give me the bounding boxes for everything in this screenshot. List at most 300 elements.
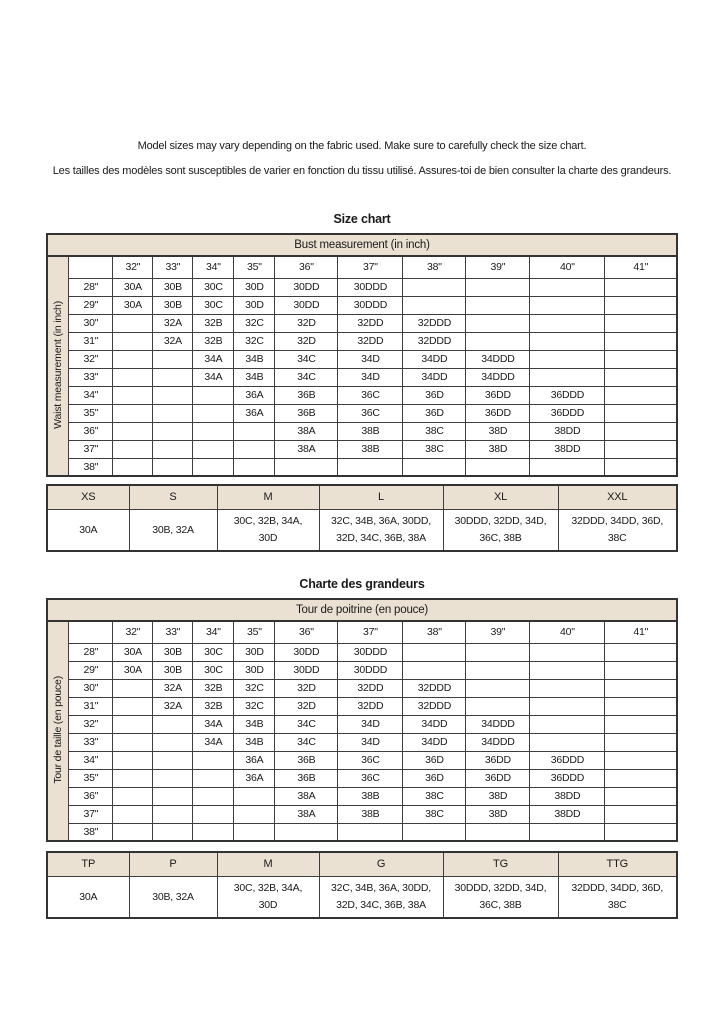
size-cell (605, 404, 677, 422)
size-cell: 30DDD (338, 296, 403, 314)
col-header: 39" (466, 256, 530, 278)
size-cell: 38D (466, 440, 530, 458)
size-cell (113, 350, 153, 368)
table-row (47, 350, 677, 368)
row-header: 38" (69, 458, 113, 476)
size-cell: 30DDD (338, 278, 403, 296)
size-cell: 32DD (338, 314, 403, 332)
size-cell (530, 296, 605, 314)
size-cell (605, 679, 677, 697)
summary-header: M (217, 852, 319, 876)
summary-values: 30A (47, 876, 129, 918)
size-cell (113, 386, 153, 404)
size-cell (605, 823, 677, 841)
row-header: 28" (69, 278, 113, 296)
col-header: 36" (275, 621, 338, 643)
size-chart-title-fr: Charte des grandeurs (299, 577, 425, 591)
size-cell: 30DD (275, 643, 338, 661)
size-cell: 30C (193, 643, 234, 661)
vertical-axis-label: Tour de taille (en pouce) (51, 675, 64, 784)
size-cell (193, 440, 234, 458)
table-row (47, 697, 677, 715)
summary-header: TTG (558, 852, 677, 876)
row-header: 36" (69, 422, 113, 440)
size-cell (530, 332, 605, 350)
size-cell (605, 422, 677, 440)
size-cell (403, 823, 466, 841)
col-header: 34" (193, 256, 234, 278)
size-chart-table-en (46, 233, 678, 477)
row-header: 32" (69, 715, 113, 733)
table-row (47, 787, 677, 805)
size-cell (113, 679, 153, 697)
size-cell (113, 422, 153, 440)
col-header: 32" (113, 256, 153, 278)
size-cell: 34C (275, 368, 338, 386)
size-cell: 32DDD (403, 679, 466, 697)
size-cell: 30D (234, 296, 275, 314)
table-row (47, 278, 677, 296)
summary-values-row (47, 509, 677, 551)
size-cell (605, 733, 677, 751)
size-cell: 38A (275, 422, 338, 440)
col-header: 34" (193, 621, 234, 643)
size-cell (466, 296, 530, 314)
summary-values: 30C, 32B, 34A, 30D (217, 876, 319, 918)
col-header: 40" (530, 621, 605, 643)
size-cell: 36C (338, 769, 403, 787)
size-cell: 36A (234, 751, 275, 769)
size-cell: 38D (466, 787, 530, 805)
size-cell: 32B (193, 314, 234, 332)
size-cell (193, 805, 234, 823)
vertical-axis-cell (47, 621, 69, 841)
size-cell (153, 368, 193, 386)
size-cell: 30DD (275, 278, 338, 296)
size-summary-table-en (46, 484, 678, 552)
size-cell (403, 643, 466, 661)
row-header: 33" (69, 733, 113, 751)
size-cell: 36D (403, 769, 466, 787)
size-cell (193, 422, 234, 440)
size-cell: 32DD (338, 332, 403, 350)
size-cell (153, 751, 193, 769)
size-cell: 36C (338, 386, 403, 404)
row-header: 37" (69, 440, 113, 458)
size-cell (403, 296, 466, 314)
size-cell: 36DD (466, 769, 530, 787)
size-cell: 32DDD (403, 697, 466, 715)
table-row (47, 751, 677, 769)
size-cell: 30D (234, 661, 275, 679)
size-cell (113, 823, 153, 841)
size-cell: 36B (275, 386, 338, 404)
size-cell: 36D (403, 404, 466, 422)
summary-values: 32DDD, 34DD, 36D, 38C (558, 509, 677, 551)
table-row (47, 440, 677, 458)
size-cell: 34DDD (466, 350, 530, 368)
size-cell (403, 661, 466, 679)
size-cell: 38C (403, 787, 466, 805)
intro-text-fr: Les tailles des modèles sont susceptibles de varier en fonction du tissu utilisé. Assures-toi de bien consulter la charte des grandeurs. (52, 165, 672, 177)
size-cell: 34D (338, 715, 403, 733)
size-cell (153, 440, 193, 458)
size-cell: 34A (193, 715, 234, 733)
size-cell: 36DD (466, 751, 530, 769)
table-row (47, 296, 677, 314)
table-row (47, 314, 677, 332)
size-cell: 36A (234, 404, 275, 422)
size-cell: 36DDD (530, 386, 605, 404)
size-cell (113, 769, 153, 787)
size-cell: 30B (153, 643, 193, 661)
size-cell: 32C (234, 697, 275, 715)
size-cell: 38B (338, 805, 403, 823)
size-cell (113, 805, 153, 823)
summary-header: M (217, 485, 319, 509)
table-row (47, 458, 677, 476)
size-cell (113, 458, 153, 476)
size-cell (338, 458, 403, 476)
size-cell (193, 769, 234, 787)
size-cell: 32C (234, 314, 275, 332)
size-cell: 30D (234, 643, 275, 661)
size-cell: 36B (275, 751, 338, 769)
size-cell (530, 697, 605, 715)
size-cell: 34DDD (466, 715, 530, 733)
size-cell: 30A (113, 278, 153, 296)
size-cell: 32DDD (403, 332, 466, 350)
size-cell: 32A (153, 679, 193, 697)
size-cell (113, 751, 153, 769)
table-row (47, 332, 677, 350)
table-row (47, 679, 677, 697)
size-cell (113, 715, 153, 733)
size-cell (153, 386, 193, 404)
size-cell: 38DD (530, 787, 605, 805)
size-cell (605, 440, 677, 458)
summary-values: 30B, 32A (129, 509, 217, 551)
size-cell (605, 386, 677, 404)
row-header: 34" (69, 386, 113, 404)
size-cell (234, 440, 275, 458)
summary-header-row (47, 852, 677, 876)
row-header: 38" (69, 823, 113, 841)
size-cell (466, 661, 530, 679)
size-cell: 38A (275, 805, 338, 823)
size-cell (403, 278, 466, 296)
size-cell (530, 661, 605, 679)
size-cell: 34C (275, 715, 338, 733)
row-header: 30" (69, 679, 113, 697)
size-cell (605, 751, 677, 769)
size-cell (193, 823, 234, 841)
size-cell: 34D (338, 368, 403, 386)
size-cell (530, 823, 605, 841)
size-cell (466, 679, 530, 697)
col-header: 35" (234, 621, 275, 643)
table-row (47, 368, 677, 386)
size-cell: 34B (234, 368, 275, 386)
size-cell: 30DDD (338, 661, 403, 679)
size-cell: 36D (403, 751, 466, 769)
table-row (47, 733, 677, 751)
size-cell (605, 278, 677, 296)
size-cell: 38B (338, 422, 403, 440)
bust-measurement-band: Tour de poitrine (en pouce) (47, 599, 677, 621)
size-cell (275, 458, 338, 476)
size-cell (193, 458, 234, 476)
size-cell: 30A (113, 643, 153, 661)
size-cell (530, 314, 605, 332)
size-cell (153, 787, 193, 805)
size-cell: 34A (193, 350, 234, 368)
size-cell (113, 332, 153, 350)
row-header: 28" (69, 643, 113, 661)
row-header: 33" (69, 368, 113, 386)
size-cell (466, 314, 530, 332)
size-cell (234, 805, 275, 823)
size-cell: 32DD (338, 679, 403, 697)
size-cell: 30C (193, 661, 234, 679)
size-cell: 36C (338, 404, 403, 422)
size-cell (113, 440, 153, 458)
size-cell (530, 368, 605, 386)
size-cell (605, 805, 677, 823)
size-cell (193, 787, 234, 805)
col-header: 38" (403, 621, 466, 643)
size-cell: 38B (338, 787, 403, 805)
corner-cell (69, 621, 113, 643)
size-cell (530, 715, 605, 733)
size-cell: 32A (153, 697, 193, 715)
size-cell (605, 350, 677, 368)
size-cell: 30B (153, 296, 193, 314)
summary-values: 30A (47, 509, 129, 551)
size-cell (605, 332, 677, 350)
size-cell (234, 823, 275, 841)
size-cell (466, 458, 530, 476)
size-cell (153, 733, 193, 751)
row-header: 32" (69, 350, 113, 368)
row-header: 35" (69, 769, 113, 787)
size-cell: 36C (338, 751, 403, 769)
size-cell: 36B (275, 404, 338, 422)
size-cell (113, 404, 153, 422)
size-cell (153, 404, 193, 422)
size-cell: 32D (275, 697, 338, 715)
table-row (47, 386, 677, 404)
size-cell: 38C (403, 422, 466, 440)
size-cell: 30A (113, 661, 153, 679)
size-cell: 34B (234, 715, 275, 733)
size-cell: 34B (234, 350, 275, 368)
size-cell: 30C (193, 278, 234, 296)
size-cell (530, 733, 605, 751)
col-header: 32" (113, 621, 153, 643)
size-cell (153, 823, 193, 841)
size-cell: 36B (275, 769, 338, 787)
size-cell (153, 422, 193, 440)
summary-header: XL (443, 485, 558, 509)
row-header: 30" (69, 314, 113, 332)
intro-text-en: Model sizes may vary depending on the fabric used. Make sure to carefully check the size chart. (137, 140, 587, 152)
size-cell (113, 697, 153, 715)
size-cell: 30C (193, 296, 234, 314)
col-header: 38" (403, 256, 466, 278)
size-cell (530, 278, 605, 296)
table-row (47, 823, 677, 841)
size-cell: 34A (193, 733, 234, 751)
summary-header: TG (443, 852, 558, 876)
size-cell: 34DD (403, 368, 466, 386)
row-header: 31" (69, 332, 113, 350)
size-cell: 38DD (530, 805, 605, 823)
size-cell: 34C (275, 350, 338, 368)
size-cell: 30A (113, 296, 153, 314)
col-header: 41" (605, 256, 677, 278)
row-header: 35" (69, 404, 113, 422)
size-cell: 38D (466, 422, 530, 440)
size-cell: 30DD (275, 296, 338, 314)
summary-values: 32C, 34B, 36A, 30DD, 32D, 34C, 36B, 38A (319, 876, 443, 918)
size-cell: 30D (234, 278, 275, 296)
col-header: 41" (605, 621, 677, 643)
col-header: 37" (338, 256, 403, 278)
size-cell (605, 458, 677, 476)
row-header: 36" (69, 787, 113, 805)
measurement-band-row (47, 234, 677, 256)
size-cell (193, 751, 234, 769)
size-cell: 36DD (466, 404, 530, 422)
summary-header: TP (47, 852, 129, 876)
size-cell: 30B (153, 278, 193, 296)
row-header: 31" (69, 697, 113, 715)
size-cell: 32D (275, 679, 338, 697)
col-header: 35" (234, 256, 275, 278)
summary-header: XS (47, 485, 129, 509)
size-cell: 34D (338, 350, 403, 368)
size-cell: 32A (153, 332, 193, 350)
size-cell (234, 787, 275, 805)
size-cell: 38DD (530, 422, 605, 440)
summary-header: XXL (558, 485, 677, 509)
size-cell (530, 643, 605, 661)
size-cell: 32B (193, 332, 234, 350)
summary-values-row (47, 876, 677, 918)
column-header-row (47, 256, 677, 278)
size-cell (113, 314, 153, 332)
size-cell (530, 679, 605, 697)
size-cell: 38DD (530, 440, 605, 458)
size-cell: 30DDD (338, 643, 403, 661)
size-cell: 32DDD (403, 314, 466, 332)
table-row (47, 661, 677, 679)
size-cell (605, 715, 677, 733)
size-cell (466, 643, 530, 661)
size-summary-table-fr (46, 851, 678, 919)
size-cell: 34DDD (466, 368, 530, 386)
col-header: 36" (275, 256, 338, 278)
size-cell: 34D (338, 733, 403, 751)
bust-measurement-band: Bust measurement (in inch) (47, 234, 677, 256)
size-cell: 32B (193, 697, 234, 715)
size-cell (466, 823, 530, 841)
size-cell (605, 296, 677, 314)
size-cell: 30DD (275, 661, 338, 679)
size-cell (466, 278, 530, 296)
size-cell (530, 458, 605, 476)
size-cell (275, 823, 338, 841)
size-cell (113, 787, 153, 805)
col-header: 39" (466, 621, 530, 643)
size-cell (605, 368, 677, 386)
size-cell (466, 332, 530, 350)
size-cell (234, 458, 275, 476)
size-cell: 32DD (338, 697, 403, 715)
size-cell (193, 404, 234, 422)
size-cell: 32D (275, 314, 338, 332)
row-header: 29" (69, 296, 113, 314)
summary-header-row (47, 485, 677, 509)
size-cell (338, 823, 403, 841)
size-cell (605, 661, 677, 679)
size-cell (153, 458, 193, 476)
size-cell: 36DDD (530, 404, 605, 422)
summary-header: P (129, 852, 217, 876)
table-row (47, 769, 677, 787)
size-cell: 34A (193, 368, 234, 386)
size-cell (153, 805, 193, 823)
size-cell: 38A (275, 440, 338, 458)
size-cell (605, 769, 677, 787)
size-cell: 30B (153, 661, 193, 679)
size-cell (193, 386, 234, 404)
size-cell: 38A (275, 787, 338, 805)
col-header: 33" (153, 621, 193, 643)
summary-values: 32DDD, 34DD, 36D, 38C (558, 876, 677, 918)
size-cell (605, 643, 677, 661)
size-cell: 34DDD (466, 733, 530, 751)
summary-header: L (319, 485, 443, 509)
size-cell: 34DD (403, 715, 466, 733)
summary-header: S (129, 485, 217, 509)
table-row (47, 805, 677, 823)
summary-values: 30C, 32B, 34A, 30D (217, 509, 319, 551)
size-cell: 36DDD (530, 751, 605, 769)
summary-values: 30B, 32A (129, 876, 217, 918)
size-cell: 38C (403, 805, 466, 823)
col-header: 40" (530, 256, 605, 278)
table-row (47, 422, 677, 440)
size-cell (605, 697, 677, 715)
col-header: 37" (338, 621, 403, 643)
size-cell: 36A (234, 769, 275, 787)
size-cell (466, 697, 530, 715)
table-row (47, 643, 677, 661)
size-cell (403, 458, 466, 476)
size-cell: 32C (234, 679, 275, 697)
size-cell (153, 350, 193, 368)
size-cell: 32C (234, 332, 275, 350)
size-cell: 38B (338, 440, 403, 458)
size-cell (234, 422, 275, 440)
table-row (47, 404, 677, 422)
size-cell: 36DD (466, 386, 530, 404)
summary-values: 30DDD, 32DD, 34D, 36C, 38B (443, 876, 558, 918)
vertical-axis-cell (47, 256, 69, 476)
row-header: 29" (69, 661, 113, 679)
